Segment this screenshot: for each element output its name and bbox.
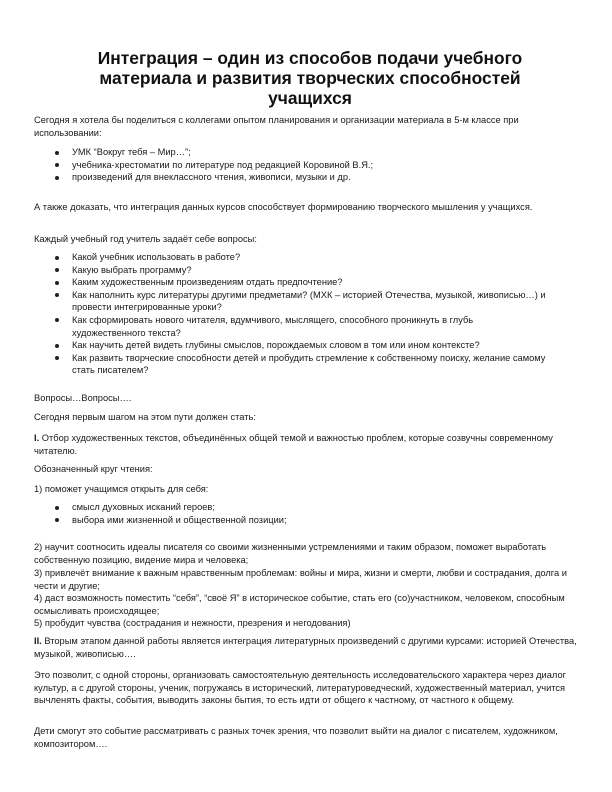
list-item: Как наполнить курс литературы другими предметами? (МХК – историей Отечества, музыкой, живописью…) и провести интегрированные уроки? <box>0 289 548 314</box>
point-1-bullet-list <box>0 501 612 526</box>
questions-intro: Каждый учебный год учитель задаёт себе вопросы: <box>34 234 257 244</box>
step-2-label: II. <box>34 636 42 646</box>
title-line-1: Интеграция – один из способов подачи учебного <box>97 48 523 68</box>
list-item: Каким художественным произведениям отдать предпочтение? <box>0 276 548 289</box>
list-item: выбора ими жизненной и общественной позиции; <box>0 514 548 527</box>
title-line-3: учащихся <box>268 88 352 108</box>
step-2-paragraph <box>34 635 582 660</box>
list-item: учебника-хрестоматии по литературе под редакцией Коровиной В.Я.; <box>0 159 548 172</box>
document-title <box>60 48 560 108</box>
list-item: смысл духовных исканий героев; <box>0 501 548 514</box>
first-step-line: Сегодня первым шагом на этом пути должен стать: <box>34 412 256 422</box>
intro-bullet-list <box>0 146 612 184</box>
list-item: Какой учебник использовать в работе? <box>0 251 548 264</box>
point-2-paragraph: 2) научит соотносить идеалы писателя со своими жизненными устремлениями и таким образом, поможет выработать собственную позицию, видение мира и человека; <box>34 542 547 565</box>
point-3-paragraph: 3) привлечёт внимание к важным нравственным проблемам: войны и мира, жизни и смерти, любви и сострадания, долга и чести и другие; <box>34 568 567 591</box>
intro-paragraph: Сегодня я хотела бы поделиться с коллегами опытом планирования и организации материала в 5-м классе при использовании: <box>34 115 519 138</box>
children-paragraph: Дети смогут это событие рассматривать с разных точек зрения, что позволит выйти на диалог с писателем, художником, композитором…. <box>34 726 558 749</box>
list-item: Как сформировать нового читателя, вдумчивого, мыслящего, способного проникнуть в глубь художественного текста? <box>0 314 548 339</box>
list-item: Какую выбрать программу? <box>0 264 548 277</box>
list-item: Как развить творческие способности детей и пробудить стремление к собственному поиску, желание самому стать писателем? <box>0 352 548 377</box>
list-item: Как научить детей видеть глубины смыслов, порождаемых словом в том или ином контексте? <box>0 339 548 352</box>
step-1-label: I. <box>34 433 40 443</box>
point-4-paragraph: 4) даст возможность поместить “себя”, “своё Я” в историческое событие, стать его (со)участником, человеком, способным осмысливать происходящее; <box>34 593 565 616</box>
list-item: УМК “Вокруг тебя – Мир…”; <box>0 146 548 159</box>
step-1-paragraph <box>34 432 582 457</box>
voprosy-line: Вопросы…Вопросы…. <box>34 393 132 403</box>
point-5-paragraph: 5) пробудит чувства (сострадания и нежности, презрения и негодования) <box>34 618 351 628</box>
point-1-line: 1) поможет учащимся открыть для себя: <box>34 484 209 494</box>
list-item: произведений для внеклассного чтения, живописи, музыки и др. <box>0 171 548 184</box>
circle-line: Обозначенный круг чтения: <box>34 464 153 474</box>
step-1-text: Отбор художественных текстов, объединённых общей темой и важностью проблем, которые созвучны современному читателю. <box>34 433 553 456</box>
prove-paragraph: А также доказать, что интеграция данных курсов способствует формированию творческого мышления у учащихся. <box>34 202 533 212</box>
step-2-text: Вторым этапом данной работы является интеграция литературных произведений с другими курсами: историей Отечества, музыкой, живописью…. <box>34 636 577 659</box>
questions-bullet-list <box>0 251 612 377</box>
title-line-2: материала и развития творческих способностей <box>99 68 521 88</box>
allow-paragraph: Это позволит, с одной стороны, организовать самостоятельную деятельность исследовательского характера через диалог культур, а с другой стороны, ученик, погружаясь в исторический, литературоведческий, художественный материал, учится вычленять факты, события, выводить законы бытия, то есть идти от общего к частному, от частного к общему. <box>34 670 567 706</box>
